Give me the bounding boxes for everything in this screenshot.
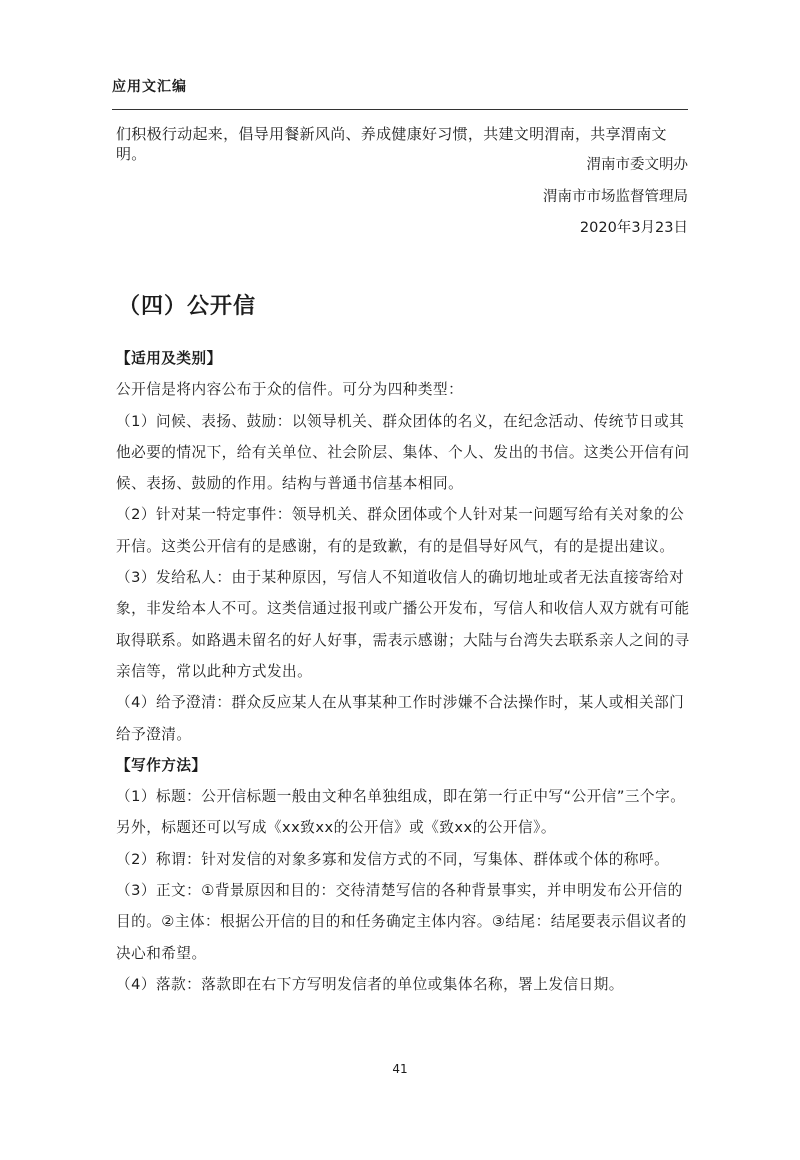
section-title: （四）公开信 — [118, 294, 257, 319]
signature-org-1: 渭南市委文明办 — [586, 157, 688, 173]
method-item-4: （4）落款：落款即在右下方写明发信者的单位或集体名称，署上发信日期。 — [116, 975, 624, 993]
usage-item-4: （4）给予澄清：群众反应某人在从事某种工作时涉嫌不合法操作时，某人或相关部门给予澄清。 — [116, 694, 685, 743]
usage-heading: 【适用及类别】 — [116, 350, 222, 367]
continuation-paragraph: 们积极行动起来，倡导用餐新风尚、养成健康好习惯，共建文明渭南，共享渭南文明。 — [116, 125, 667, 163]
method-item-1: （1）标题：公开信标题一般由文种名单独组成，即在第一行正中写“公开信”三个字。另外，标题还可以写成《xx致xx的公开信》或《致xx的公开信》。 — [116, 788, 686, 837]
usage-intro: 公开信是将内容公布于众的信件。可分为四种类型： — [116, 381, 464, 399]
signature-org-2: 渭南市市场监督管理局 — [543, 189, 688, 205]
page-number: 41 — [392, 1062, 408, 1076]
method-heading: 【写作方法】 — [116, 756, 207, 774]
running-header: 应用文汇编 — [112, 79, 187, 95]
signature-date: 2020年3月23日 — [579, 220, 688, 236]
section-body — [116, 343, 694, 1000]
usage-item-1: （1）问候、表扬、鼓励：以领导机关、群众团体的名义，在纪念活动、传统节日或其他必要的情况下，给有关单位、社会阶层、集体、个人、发出的书信。这类公开信有问候、表扬、鼓励的作用。结构与普通书信基本相同。 — [116, 412, 690, 493]
usage-item-3: （3）发给私人：由于某种原因，写信人不知道收信人的确切地址或者无法直接寄给对象，非发给本人不可。这类信通过报刊或广播公开发布，写信人和收信人双方就有可能取得联系。如路遇未留名的好人好事，需表示感谢；大陆与台湾失去联系亲人之间的寻亲信等，常以此种方式发出。 — [116, 569, 690, 680]
method-item-3: （3）正文：①背景原因和目的：交待清楚写信的各种背景事实，并申明发布公开信的目的。②主体：根据公开信的目的和任务确定主体内容。③结尾：结尾要表示倡议者的决心和希望。 — [116, 882, 687, 962]
header-divider — [112, 109, 688, 110]
usage-item-2: （2）针对某一特定事件：领导机关、群众团体或个人针对某一问题写给有关对象的公开信。这类公开信有的是感谢，有的是致歉，有的是倡导好风气，有的是提出建议。 — [116, 506, 685, 555]
method-item-2: （2）称谓：针对发信的对象多寡和发信方式的不同，写集体、群体或个体的称呼。 — [116, 850, 670, 868]
